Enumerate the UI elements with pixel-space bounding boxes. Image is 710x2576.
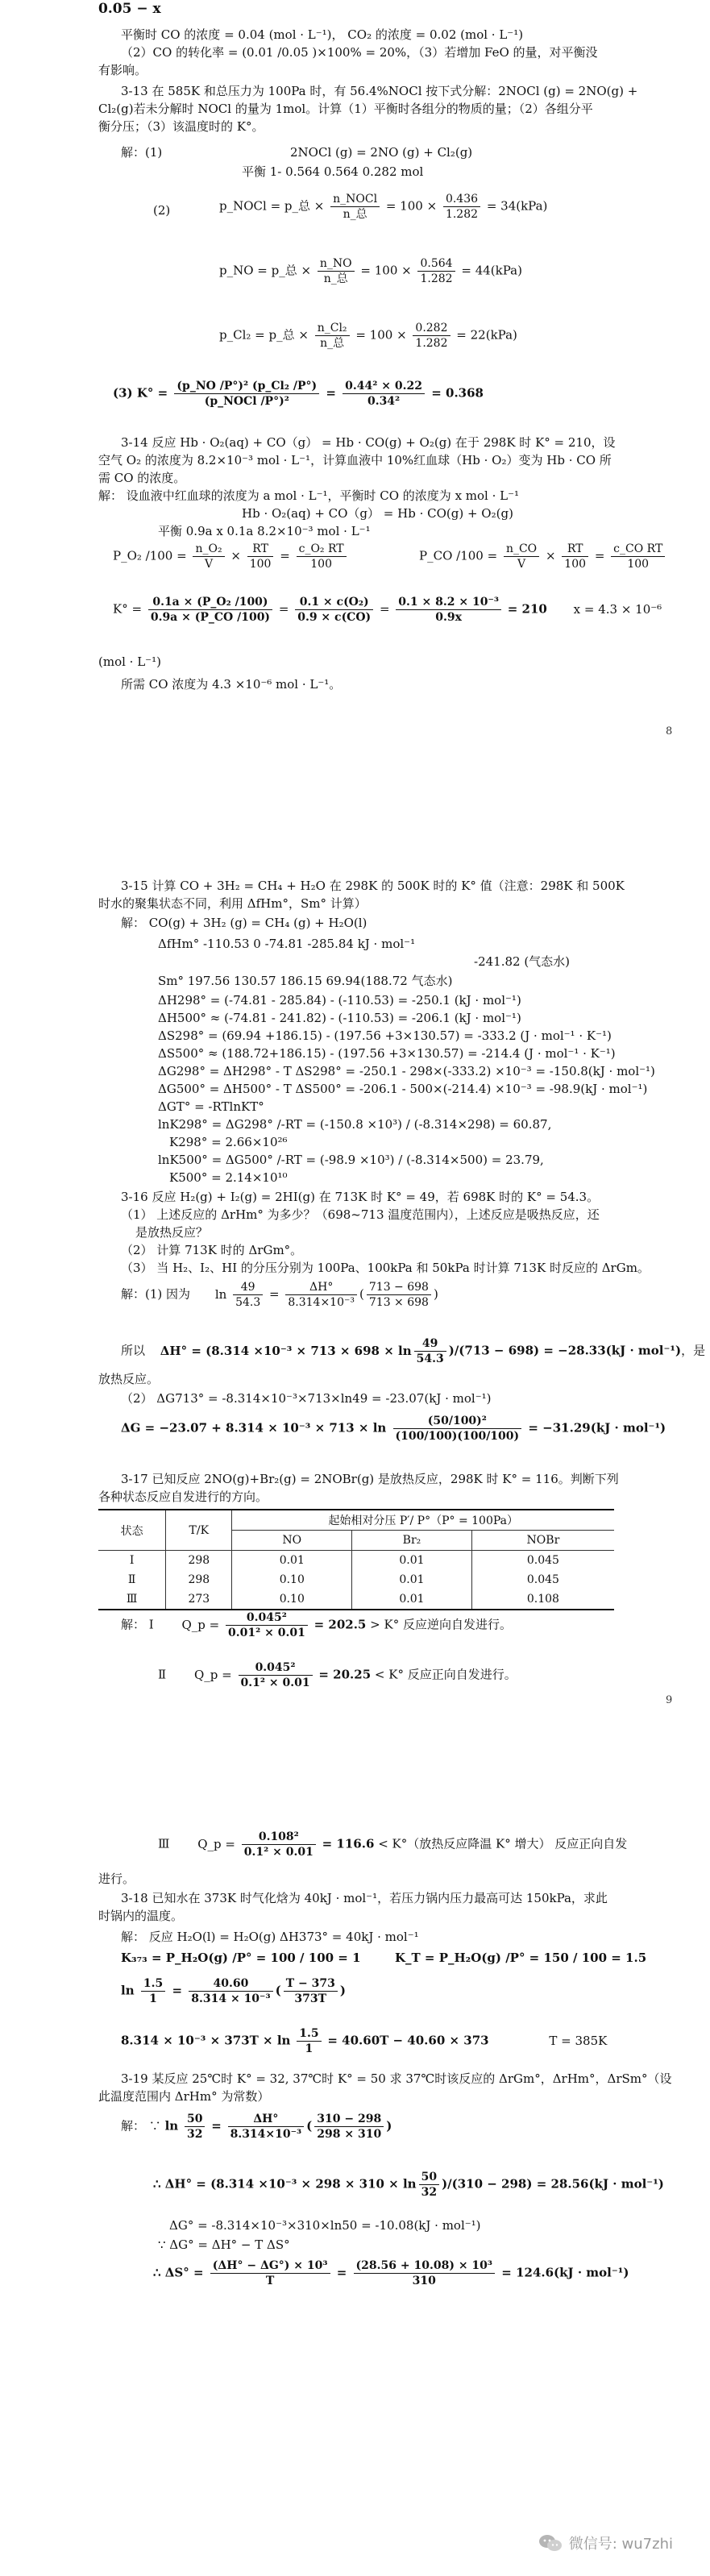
problem-3-13-cont: 衡分压；（3）该温度时的 K°。 [98, 119, 264, 134]
page-number: 9 [666, 1694, 673, 1706]
problem-3-19: 3-19 某反应 25℃时 K° = 32, 37℃时 K° = 50 求 37℃时该反应的 ΔrGm°，ΔrHm°，ΔrSm°（设 [121, 2071, 672, 2086]
calc-line: ΔS500° ≈ (188.72+186.15) - (197.56 +3×130.57) = -214.4 (J · mol⁻¹ · K⁻¹) [158, 1046, 616, 1061]
equation-kt: K_T = P_H₂O(g) /P° = 150 / 100 = 1.5 [395, 1951, 647, 1965]
calc-line: ΔH298° = (-74.81 - 285.84) - (-110.53) = -250.1 (kJ · mol⁻¹) [158, 993, 521, 1008]
problem-3-16-q2: （2） 计算 713K 时的 ΔrGm°。 [121, 1243, 303, 1257]
page-3 [0, 1830, 710, 2576]
problem-3-15: 3-15 计算 CO + 3H₂ = CH₄ + H₂O 在 298K 的 500K 时的 K° 值（注意：298K 和 500K [121, 879, 625, 893]
equation-qp-3: Ⅲ Q_p = $\frac{\text{0.108²}}{\text{0.1² × 0.01}}$ = 116.6 < K°（放热反应降温 K° 增大） 反应正向自发 [158, 1830, 628, 1859]
calc-line: ΔG298° = ΔH298° - T ΔS298° = -250.1 - 298×(-333.2) ×10⁻³ = -150.8(kJ · mol⁻¹) [158, 1064, 655, 1078]
unit-line: (mol · L⁻¹) [98, 654, 161, 669]
enthalpy-row-cont: -241.82 (气态水) [474, 954, 571, 969]
problem-3-16-q1-cont: 是放热反应？ [135, 1225, 209, 1240]
equation-qp-2: Ⅱ Q_p = $\frac{\text{0.045²}}{\text{0.1² × 0.01}}$ = 20.25 < K° 反应正向自发进行。 [158, 1661, 517, 1689]
equation-qp-1: 解： Ⅰ Q_p = $\frac{\text{0.045²}}{\text{0.01² × 0.01}}$ = 202.5 > K° 反应逆向自发进行。 [121, 1611, 512, 1639]
problem-3-17-cont: 各种状态反应自发进行的方向。 [98, 1490, 268, 1504]
state-table [98, 1509, 614, 1610]
equation-delta-g: ΔG = −23.07 + 8.314 × 10⁻³ × 713 × ln $\frac{\text{(50/100)²}}{(100/100)(100/100)}$ = −31.29(kJ · mol⁻¹) [121, 1415, 666, 1443]
calc-line: ∵ ΔG° = ΔH° − T ΔS° [158, 2237, 290, 2252]
top-expression: 0.05 − x [98, 1, 161, 17]
calc-line: ΔGT° = -RTlnKT° [158, 1099, 264, 1114]
conclusion-line: 所需 CO 浓度为 4.3 ×10⁻⁶ mol · L⁻¹。 [121, 677, 342, 692]
equation-ln-temp: ln $\frac{1.5}{1}$ = $\frac{40.60}{\text{8.314 × 10⁻³}}$ ( $\frac{T - 373}{373T}$ ) [121, 1977, 346, 2005]
equation-p-no: p_NO = p_总 × $\frac{n\_NO}{\text{n\_总}}$ = 100 × $\frac{0.564}{1.282}$ = 44(kPa) [219, 257, 522, 285]
page-1 [0, 0, 710, 854]
col-state: 状态 [98, 1510, 166, 1551]
calc-line: ΔH500° ≈ (-74.81 - 241.82) - (-110.53) = -206.1 (kJ · mol⁻¹) [158, 1011, 521, 1025]
text-line: 进行。 [98, 1872, 135, 1886]
col-nobr: NOBr [471, 1531, 614, 1551]
text-line: 平衡时 CO 的浓度 = 0.04 (mol · L⁻¹)， CO₂ 的浓度 = 0.02 (mol · L⁻¹) [121, 27, 524, 42]
text-line: 有影响。 [98, 63, 147, 77]
problem-3-19-cont: 此温度范围内 ΔrHm° 为常数） [98, 2089, 270, 2104]
calc-line: ΔG° = -8.314×10⁻³×310×ln50 = -10.08(kJ · mol⁻¹) [169, 2218, 481, 2233]
equation-k373: K₃₇₃ = P_H₂O(g) /P° = 100 / 100 = 1 [121, 1951, 361, 1965]
equation-solve-t: 8.314 × 10⁻³ × 373T × ln $\frac{1.5}{1}$ = 40.60T − 40.60 × 373 T = 385K [121, 2027, 608, 2055]
equation-ln-ratio: 解：(1) 因为 ln $\frac{49}{54.3}$ = $\frac{\Delta H^\circ}{\text{8.314×10⁻³}}$ ( $\frac{713 - 698}{713 \times 698}$ ) [121, 1281, 438, 1309]
problem-3-18: 3-18 已知水在 373K 时气化焓为 40kJ · mol⁻¹，若压力锅内压力最高可达 150kPa，求此 [121, 1891, 608, 1905]
equation-p-nocl: p_NOCl = p_总 × $\frac{\text{n\_NOCl}}{\text{n\_总}}$ = 100 × $\frac{0.436}{1.282}$ = 34(kPa) [219, 193, 548, 221]
problem-3-14-cont: 空气 O₂ 的浓度为 8.2×10⁻³ mol · L⁻¹，计算血液中 10%红血球（Hb · O₂）变为 Hb · CO 所 [98, 453, 612, 467]
problem-3-15-cont: 时水的聚集状态不同，利用 ΔfHm°，Sm° 计算） [98, 896, 367, 911]
equilibrium-row: 平衡 0.9a x 0.1a 8.2×10⁻³ mol · L⁻¹ [158, 524, 371, 538]
page-2 [0, 879, 710, 1706]
solution-line: 解： 反应 H₂O(l) = H₂O(g) ΔH373° = 40kJ · mol⁻¹ [121, 1930, 419, 1944]
watermark-text: 微信号: wu7zhi [568, 2536, 673, 2553]
equation-delta-h-19: ∴ ΔH° = (8.314 ×10⁻³ × 298 × 310 × ln $\frac{50}{32}$ )/(310 − 298) = 28.56(kJ · mol⁻¹) [153, 2171, 664, 2199]
enthalpy-row: ΔfHm° -110.53 0 -74.81 -285.84 kJ · mol⁻¹ [158, 937, 416, 951]
calc-line: ΔG500° = ΔH500° - T ΔS500° = -206.1 - 500×(-214.4) ×10⁻³ = -98.9(kJ · mol⁻¹) [158, 1082, 648, 1096]
table-row: Ⅰ 298 0.01 0.01 0.045 [98, 1551, 614, 1571]
col-no: NO [232, 1531, 352, 1551]
calc-line: lnK500° = ΔG500° /-RT = (-98.9 ×10³) / (-8.314×500) = 23.79, [158, 1153, 544, 1167]
problem-3-14: 3-14 反应 Hb · O₂(aq) + CO（g） = Hb · CO(g) + O₂(g) 在于 298K 时 K° = 210，设 [121, 435, 616, 450]
reaction-equation: Hb · O₂(aq) + CO（g） = Hb · CO(g) + O₂(g) [242, 506, 513, 521]
part-label: (2) [153, 203, 171, 218]
page-number: 8 [666, 725, 673, 737]
problem-3-18-cont: 时锅内的温度。 [98, 1909, 184, 1923]
table-row: Ⅱ 298 0.10 0.01 0.045 [98, 1570, 614, 1589]
calc-line: K298° = 2.66×10²⁶ [169, 1135, 288, 1149]
equation-delta-h: 所以 ΔH° = (8.314 ×10⁻³ × 713 × 698 × ln $\frac{49}{54.3}$ )/(713 − 698) = −28.33(kJ · mol⁻¹)，是 [121, 1337, 706, 1365]
reaction-equation: 2NOCl (g) = 2NO (g) + Cl₂(g) [290, 145, 473, 160]
solution-line: 解： 设血液中红血球的浓度为 a mol · L⁻¹，平衡时 CO 的浓度为 x mol · L⁻¹ [98, 488, 520, 503]
solution-label: 解：(1) [121, 145, 163, 160]
col-br2: Br₂ [352, 1531, 472, 1551]
reaction-header: 解： CO(g) + 3H₂ (g) = CH₄ (g) + H₂O(l) [121, 916, 367, 930]
equation-p-cl2: p_Cl₂ = p_总 × $\frac{\text{n\_Cl₂}}{\text{n\_总}}$ = 100 × $\frac{0.282}{1.282}$ = 22(kPa) [219, 322, 517, 350]
problem-3-13: 3-13 在 585K 和总压力为 100Pa 时，有 56.4%NOCl 按下式分解：2NOCl (g) = 2NO(g) + [121, 84, 638, 98]
problem-3-13-cont: Cl₂(g)若未分解时 NOCl 的量为 1mol。计算（1）平衡时各组分的物质的量；（2）各组分平 [98, 102, 593, 116]
text-line: （2）CO 的转化率 = (0.01 /0.05 )×100% = 20%，（3）若增加 FeO 的量，对平衡没 [121, 45, 598, 60]
calc-line: ΔS298° = (69.94 +186.15) - (197.56 +3×130.57) = -333.2 (J · mol⁻¹ · K⁻¹) [158, 1028, 612, 1043]
text-line: 放热反应。 [98, 1372, 160, 1386]
equilibrium-row: 平衡 1- 0.564 0.564 0.282 mol [242, 164, 424, 179]
problem-3-17: 3-17 已知反应 2NO(g)+Br₂(g) = 2NOBr(g) 是放热反应，298K 时 K° = 116。判断下列 [121, 1472, 619, 1486]
equation-p-o2: P_O₂ /100 = $\frac{\text{n\_O₂}}{V}$ × $\frac{RT}{100}$ = $\frac{\text{c\_O₂ RT}}{100}$ [113, 542, 349, 571]
calc-line: K500° = 2.14×10¹⁰ [169, 1170, 288, 1185]
problem-3-16: 3-16 反应 H₂(g) + I₂(g) = 2HI(g) 在 713K 时 K° = 49，若 698K 时的 K° = 54.3。 [121, 1190, 600, 1204]
table-row: Ⅲ 273 0.10 0.01 0.108 [98, 1589, 614, 1610]
problem-3-16-q3: （3） 当 H₂、I₂、HI 的分压分别为 100Pa、100kPa 和 50kPa 时计算 713K 时反应的 ΔrGm。 [121, 1261, 650, 1275]
equation-delta-s: ∴ ΔS° = $\frac{\text{(ΔH° − ΔG°) × 10³}}{T}$ = $\frac{\text{(28.56 + 10.08) × 10³}}{310}$ = 124.6(kJ · mol⁻¹) [153, 2259, 629, 2287]
equation-ln-k: 解： ∵ ln $\frac{50}{32}$ = $\frac{\Delta H^\circ}{\text{8.314×10⁻³}}$ ( $\frac{310 - 298}{298 \times 310}$ ) [121, 2113, 392, 2141]
calc-line: lnK298° = ΔG298° /-RT = (-150.8 ×10³) / (-8.314×298) = 60.87, [158, 1117, 552, 1132]
problem-3-14-cont: 需 CO 的浓度。 [98, 471, 186, 485]
col-group: 起始相对分压 P′/ P°（P° = 100Pa） [232, 1510, 614, 1531]
problem-3-16-q1: （1） 上述反应的 ΔrHm° 为多少？（698~713 温度范围内），上述反应是吸热反应，还 [121, 1207, 600, 1222]
equation-k-calc: K° = $\frac{\text{0.1a × (P\_O₂ /100)}}{0.9a \times (P\_CO /100)}$ = $\frac{\text{0.1 × c(O₂)}}{0.9 \times c(CO)}$ = $\frac{\text{0.1 × 8.2 × 10⁻³}}{0.9x}$ = 210 x = 4.3 × 10⁻⁶ [113, 596, 662, 624]
entropy-row: Sm° 197.56 130.57 186.15 69.94(188.72 气态水) [158, 974, 453, 988]
calc-line: （2） ΔG713° = -8.314×10⁻³×713×ln49 = -23.07(kJ · mol⁻¹) [121, 1391, 492, 1406]
wechat-watermark [538, 2532, 673, 2553]
equation-p-co: P_CO /100 = $\frac{n\_CO}{V}$ × $\frac{RT}{100}$ = $\frac{\text{c\_CO RT}}{100}$ [419, 542, 667, 571]
col-temperature: T/K [166, 1510, 232, 1551]
wechat-icon [538, 2533, 563, 2553]
equation-k3: (3) K° = $\frac{\text{(p\_NO /P°)² (p\_Cl₂ /P°)}}{\text{(p\_NOCl /P°)²}}$ = $\frac{\text{0.44² × 0.22}}{\text{0.34²}}$ = 0.368 [113, 380, 484, 408]
